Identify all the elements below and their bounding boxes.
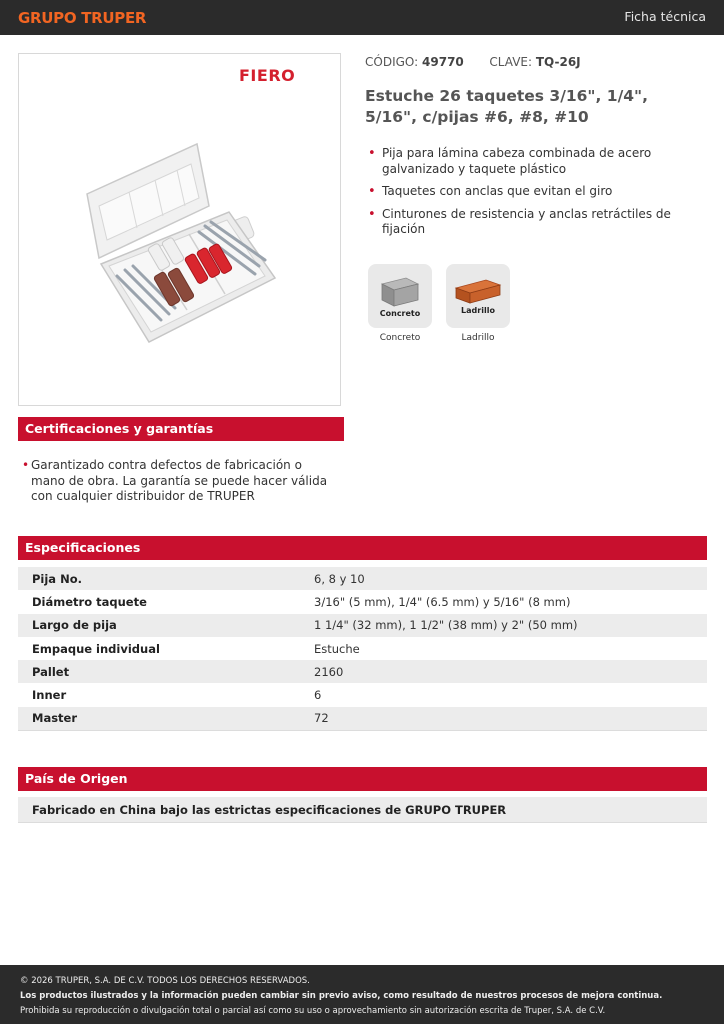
table-row bbox=[18, 683, 707, 706]
footer-copyright: © 2026 TRUPER, S.A. DE C.V. TODOS LOS DERECHOS RESERVADOS. bbox=[20, 976, 310, 986]
specifications-heading: Especificaciones bbox=[18, 536, 707, 560]
key-label: CLAVE: bbox=[489, 55, 533, 69]
feature-item: • Cinturones de resistencia y anclas retráctiles de fijación bbox=[368, 207, 688, 238]
spec-value: 72 bbox=[300, 707, 707, 730]
spec-value: 6 bbox=[314, 688, 322, 703]
concrete-tile-label: Concreto bbox=[379, 309, 421, 318]
code-value: 49770 bbox=[422, 55, 464, 69]
spec-value: 2160 bbox=[300, 660, 707, 683]
code-label: CÓDIGO: bbox=[365, 55, 419, 69]
material-concrete bbox=[367, 264, 433, 343]
brick-tile bbox=[446, 264, 510, 328]
spec-value: 6, 8 y 10 bbox=[300, 567, 707, 590]
footer-legal: Prohibida su reproducción o divulgación total o parcial así como su uso o aprovechamiento sin autorización escrita de Truper, S.A. de C.V. bbox=[20, 1006, 606, 1016]
product-title: Estuche 26 taquetes 3/16", 1/4", 5/16", c/pijas #6, #8, #10 bbox=[365, 87, 648, 126]
sheet-title: Ficha técnica bbox=[624, 9, 706, 24]
origin-heading: País de Origen bbox=[18, 767, 707, 791]
key-value: TQ-26J bbox=[535, 55, 581, 69]
table-row bbox=[18, 660, 707, 683]
brand-logo: GRUPO TRUPER bbox=[18, 9, 147, 27]
fiero-logo: FIERO bbox=[239, 66, 296, 85]
origin-text: Fabricado en China bajo las estrictas especificaciones de GRUPO TRUPER bbox=[18, 797, 707, 823]
spec-value: Estuche bbox=[314, 641, 360, 656]
spec-value: 1 1/4" (32 mm), 1 1/2" (38 mm) y 2" (50 mm) bbox=[300, 614, 707, 637]
product-image bbox=[18, 53, 341, 406]
product-photo bbox=[79, 136, 289, 356]
spec-label: Largo de pija bbox=[18, 614, 300, 637]
concrete-block-icon bbox=[368, 270, 432, 314]
warranty-text: • Garantizado contra defectos de fabricación o mano de obra. La garantía se puede hacer válida con cualquier distribuidor de TRUPER bbox=[22, 458, 338, 505]
brick-caption: Ladrillo bbox=[461, 333, 495, 343]
spec-label: Master bbox=[18, 707, 300, 730]
table-row bbox=[18, 637, 707, 660]
table-row bbox=[18, 590, 707, 613]
feature-item: • Taquetes con anclas que evitan el giro bbox=[368, 184, 688, 200]
feature-list bbox=[368, 146, 688, 245]
spec-label: Inner bbox=[32, 688, 67, 703]
feature-item: • Pija para lámina cabeza combinada de acero galvanizado y taquete plástico bbox=[368, 146, 688, 177]
concrete-tile bbox=[368, 264, 432, 328]
concrete-caption: Concreto bbox=[379, 333, 421, 343]
footer-notice: Los productos ilustrados y la información pueden cambiar sin previo aviso, como resultado de nuestros procesos de mejora continua. bbox=[20, 991, 663, 1001]
certifications-heading: Certificaciones y garantías bbox=[18, 417, 344, 441]
product-codes bbox=[365, 55, 581, 69]
table-row bbox=[18, 707, 707, 730]
table-row bbox=[18, 614, 707, 637]
spec-label: Pallet bbox=[18, 660, 300, 683]
spec-label: Empaque individual bbox=[32, 641, 160, 656]
brick-tile-label: Ladrillo bbox=[461, 306, 495, 315]
spec-label: Diámetro taquete bbox=[32, 594, 147, 609]
top-bar bbox=[0, 0, 724, 35]
material-brick bbox=[445, 264, 511, 343]
table-row bbox=[18, 567, 707, 590]
spec-value: 3/16" (5 mm), 1/4" (6.5 mm) y 5/16" (8 mm) bbox=[314, 594, 571, 609]
footer bbox=[0, 965, 724, 1024]
spec-label: Pija No. bbox=[18, 567, 300, 590]
specifications-table bbox=[18, 567, 707, 731]
